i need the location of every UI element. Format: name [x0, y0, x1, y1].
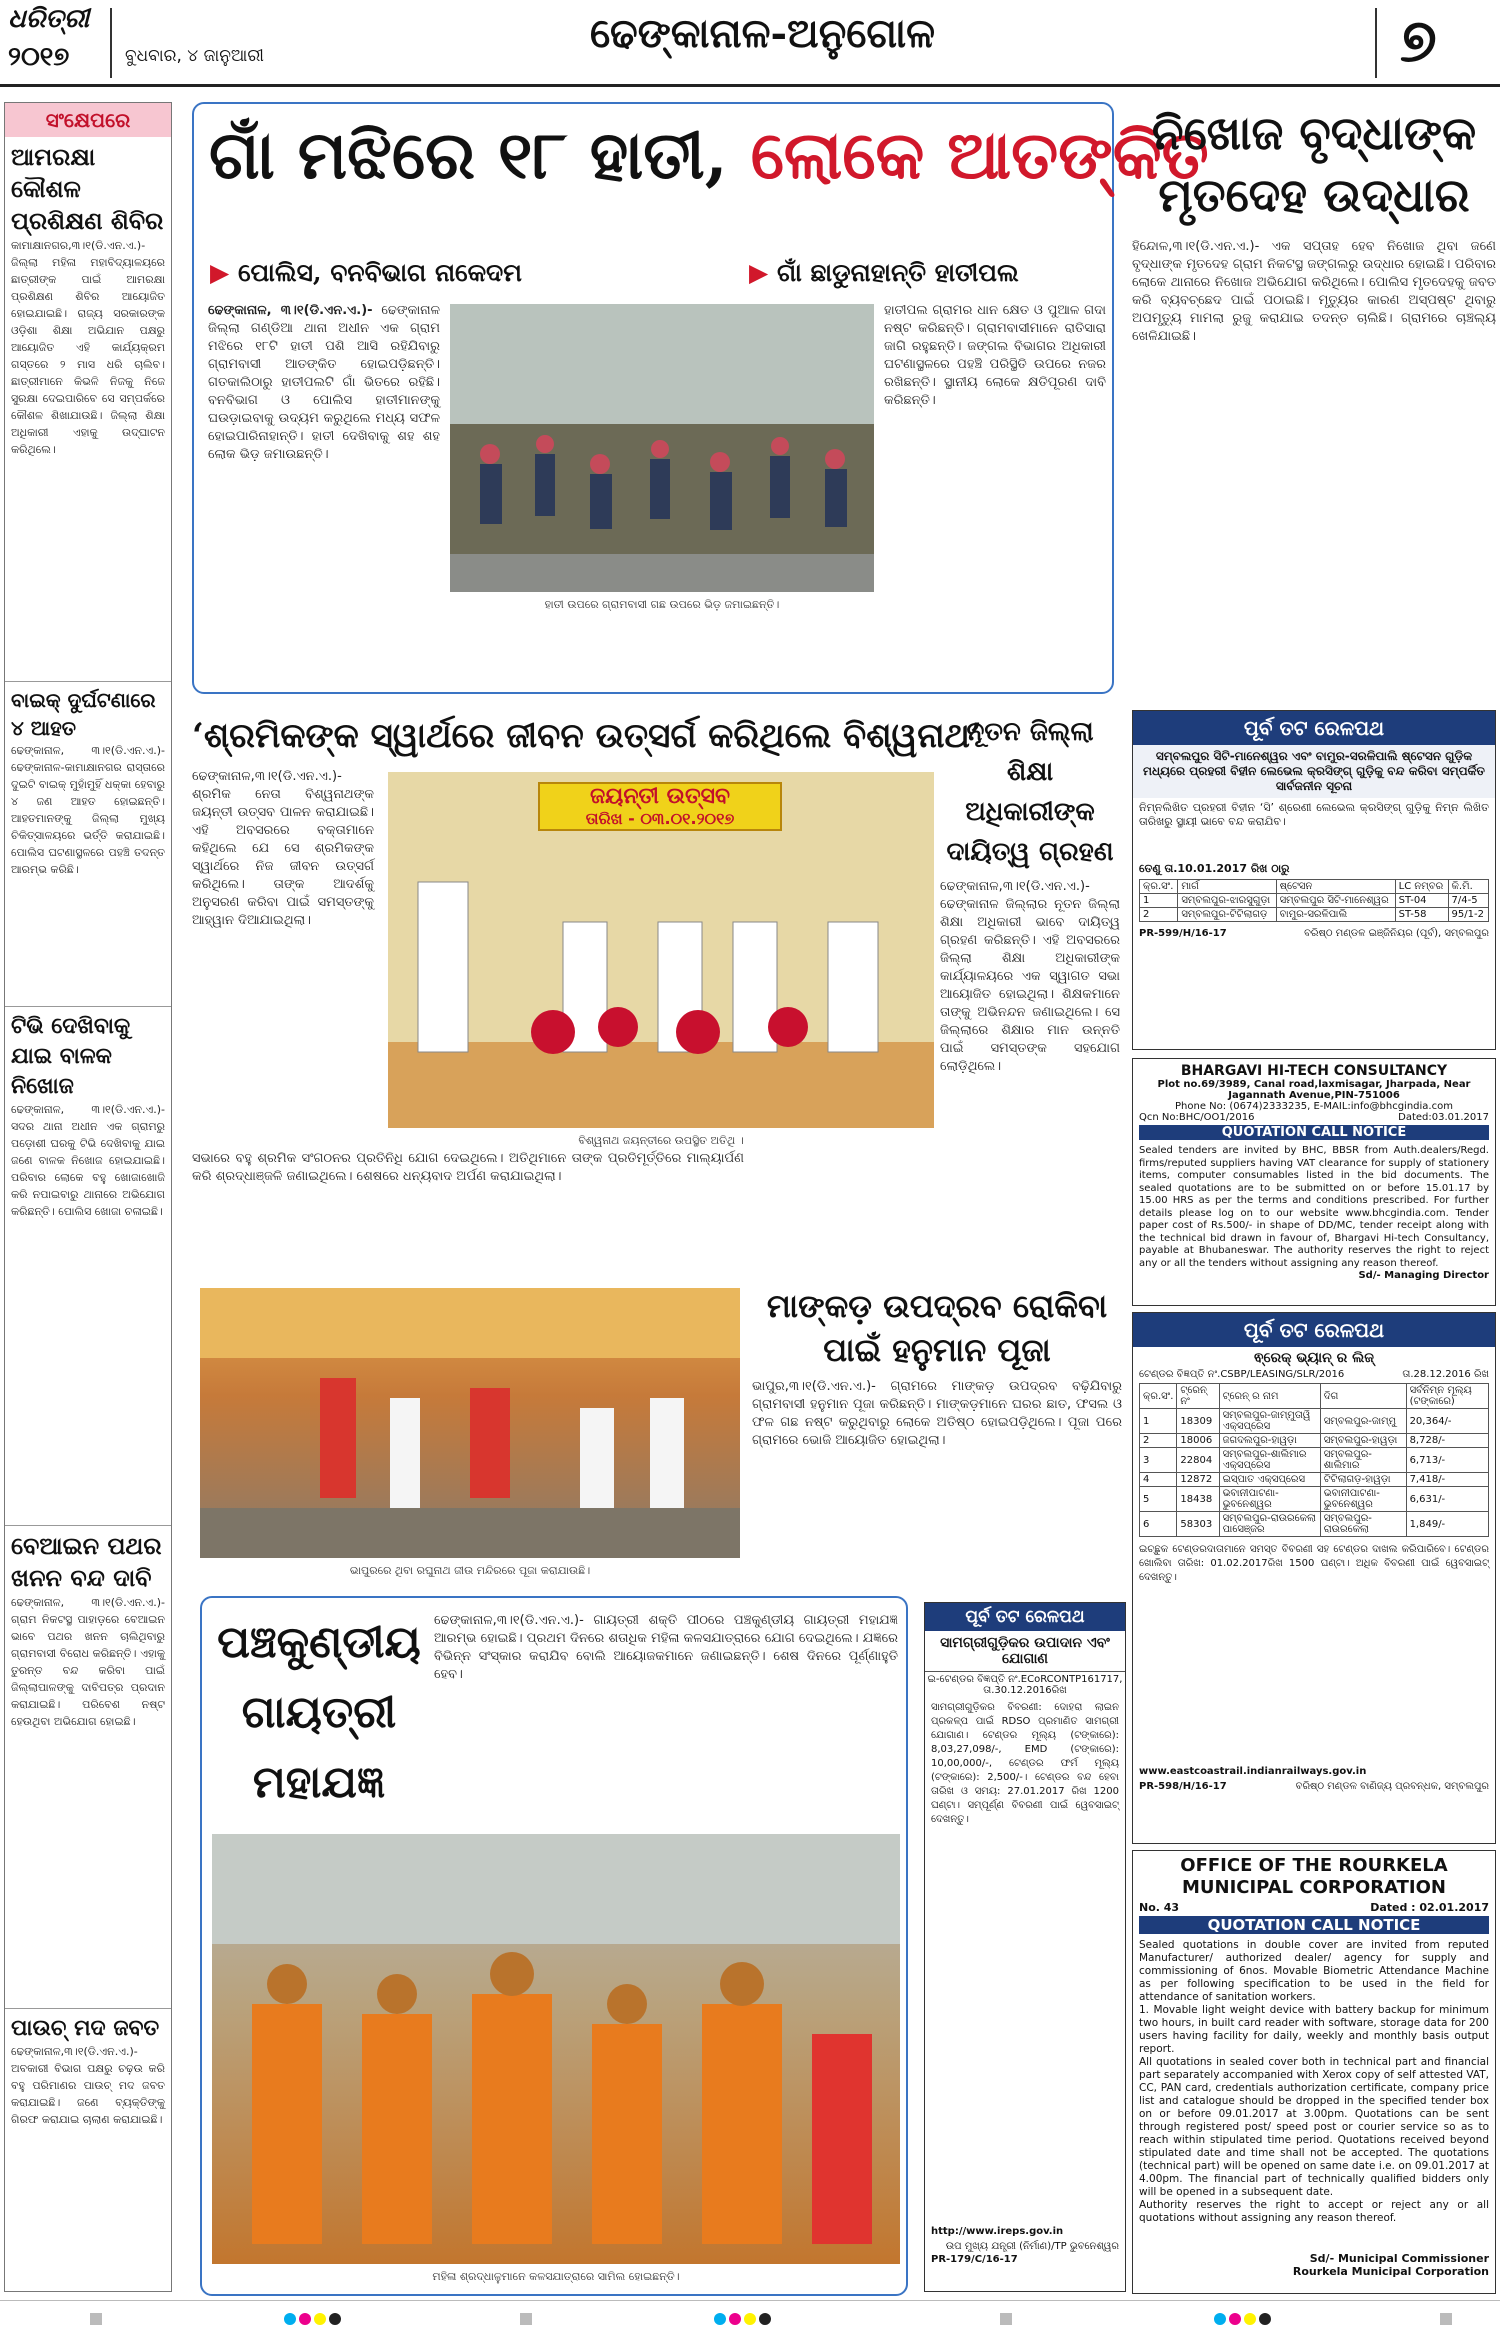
brief-3-body: ଢେଙ୍କାନାଳ, ୩।୧(ଡି.ଏନ.ଏ.)- ସଦର ଥାନା ଅଧୀନ ଏକ ଗ୍ରାମରୁ ପଡ଼ୋଶୀ ଘରକୁ ଟିଭି ଦେଖିବାକୁ ଯାଇ ଜଣେ ବାଳକ ନିଖୋଜ ହୋଇଯାଇଛି। ପରିବାର ଲୋକେ ବହୁ ଖୋଜାଖୋଜି କରି ନପାଇବାରୁ ଥାନାରେ ଅଭିଯୋଗ କରିଛନ୍ତି। ପୋଲିସ ଖୋଜା ଚଳାଇଛି।	[11, 1103, 165, 1218]
lead-story	[192, 102, 1209, 694]
table-row	[1140, 1434, 1489, 1448]
rmc-ref-row	[1133, 1901, 1495, 1914]
ad2-website[interactable]: www.eastcoastrail.indianrailways.gov.in	[1139, 1766, 1367, 1777]
ad1-body: ନିମ୍ନଲିଖିତ ପ୍ରହରୀ ବିହୀନ ‘ସି’ ଶ୍ରେଣୀ ଲେଭେଲ କ୍ରସିଙ୍ଗ୍ ଗୁଡ଼ିକୁ ନିମ୍ନ ଲିଖିତ ତାରିଖରୁ ସ୍ଥାୟୀ ଭାବେ ବନ୍ଦ କରାଯିବ।	[1139, 801, 1489, 828]
brief-5	[5, 2008, 171, 2347]
table-cell: 12872	[1177, 1473, 1219, 1487]
lead-headline-black: ଗାଁ ମଝିରେ ୧୮ ହାତୀ,	[209, 116, 728, 194]
right-top-story	[1132, 102, 1496, 702]
table-header: ଷ୍ଟେସନ	[1276, 880, 1395, 894]
table-cell: 1,849/-	[1406, 1512, 1488, 1537]
story2-body-bottom: ସଭାରେ ବହୁ ଶ୍ରମିକ ସଂଗଠନର ପ୍ରତିନିଧି ଯୋଗ ଦେଇଥିଲେ। ଅତିଥିମାନେ ତାଙ୍କ ପ୍ରତିମୂର୍ତ୍ତିରେ ମାଲ୍ୟାର୍ପଣ କରି ଶ୍ରଦ୍ଧାଞ୍ଜଳି ଜଣାଇଥିଲେ। ଶେଷରେ ଧନ୍ୟବାଦ ଅର୍ପଣ କରାଯାଇଥିଲା।	[192, 1151, 744, 1184]
table-cell: ସମ୍ବଲପୁର-ହାୱଡ଼ା	[1320, 1434, 1406, 1448]
table-cell: 18006	[1177, 1434, 1219, 1448]
ad2-tender-row	[1133, 1369, 1495, 1380]
bhargavi-body: Sealed tenders are invited by BHC, BBSR from Auth.dealers/Regd. firms/reputed suppliers having VAT clearance for supply of stationery items, computer consumables listed in the bid documents. The sealed quotations are to be submitted on or before 15.01.17 by 15.00 HRS as per the terms and conditions prescribed. For further details please log on to our website www.bhcgindia.com. Tender paper cost of Rs.500/- in shape of DD/MC, tender receipt along with the technical bid drawn in favour of, Bhargavi Hi-tech Consultancy, payable at Bhubaneswar. The authority reserves the right to reject any or all the tenders without assigning any reason thereof.	[1139, 1145, 1489, 1269]
table-cell: 6	[1140, 1512, 1177, 1537]
bhargavi-phone: Phone No: (0674)2333235, E-MAIL:info@bhcgindia.com	[1175, 1101, 1453, 1112]
story2-headline: ‘ଶ୍ରମିକଙ୍କ ସ୍ୱାର୍ଥରେ ଜୀବନ ଉତ୍ସର୍ଗ କରିଥିଲେ ବିଶ୍ୱନାଥ’	[192, 716, 982, 756]
lead-body-left-text: ଢେଙ୍କାନାଳ ଜିଲ୍ଲା ଗଣ୍ଡିଆ ଥାନା ଅଧୀନ ଏକ ଗ୍ରାମ ମଝିରେ ୧୮ଟି ହାତୀ ପଶି ଆସି ରହିଯିବାରୁ ଗ୍ରାମବାସୀ ଆତଙ୍କିତ ହୋଇପଡ଼ିଛନ୍ତି। ଗତକାଲିଠାରୁ ହାତୀପଲଟି ଗାଁ ଭିତରେ ରହିଛି। ବନବିଭାଗ ଓ ପୋଲିସ ହାତୀମାନଙ୍କୁ ଘଉଡ଼ାଇବାକୁ ଉଦ୍ୟମ କରୁଥିଲେ ମଧ୍ୟ ସଫଳ ହୋଇପାରିନାହାନ୍ତି। ହାତୀ ଦେଖିବାକୁ ଶହ ଶହ ଲୋକ ଭିଡ଼ ଜମାଉଛନ୍ତି।	[208, 303, 440, 462]
story4-photo	[200, 1288, 740, 1558]
ad3-tender-no: ଇ-ଟେଣ୍ଡର ବିଜ୍ଞପ୍ତି ନଂ.ECoRCONTP161717, ତା.30.12.2016ରିଖ	[927, 1674, 1123, 1696]
lead-body-left	[208, 302, 440, 680]
ad3-footer: PR-179/C/16-17	[931, 2254, 1018, 2265]
table-cell: ଇସ୍ପାତ ଏକ୍ସପ୍ରେସ	[1219, 1473, 1320, 1487]
table-header: ମାର୍ଗ	[1178, 880, 1276, 894]
masthead	[0, 0, 1500, 92]
table-cell: ସମ୍ବଲପୁର-ଜାମ୍ମୁତାୱି ଏକ୍ସପ୍ରେସ	[1219, 1409, 1320, 1434]
table-header: ଦିଗ	[1320, 1384, 1406, 1409]
brief-4-body: ଢେଙ୍କାନାଳ, ୩।୧(ଡି.ଏନ.ଏ.)- ଗ୍ରାମ ନିକଟସ୍ଥ ପାହାଡ଼ରେ ବେଆଇନ ଭାବେ ପଥର ଖନନ ଚାଲିଥିବାରୁ ଗ୍ରାମବାସୀ ବିରୋଧ କରିଛନ୍ତି। ଏହାକୁ ତୁରନ୍ତ ବନ୍ଦ କରିବା ପାଇଁ ଜିଲ୍ଲାପାଳଙ୍କୁ ଦାବିପତ୍ର ପ୍ରଦାନ କରାଯାଇଛି। ପରିବେଶ ନଷ୍ଟ ହେଉଥିବା ଅଭିଯୋଗ ହୋଇଛି।	[11, 1596, 165, 1728]
lead-headline-red: ଲୋକେ ଆତଙ୍କିତ	[750, 116, 1209, 194]
ad-rourkela	[1132, 1850, 1496, 2294]
table-cell: ସମ୍ବଲପୁର-ଟିଟିଲାଗଡ଼	[1178, 908, 1276, 922]
brief-1-body: କାମାକ୍ଷାନଗର,୩।୧(ଡି.ଏନ.ଏ.)- ଜିଲ୍ଲା ମହିଳା ମହାବିଦ୍ୟାଳୟରେ ଛାତ୍ରୀଙ୍କ ପାଇଁ ଆମରକ୍ଷା ପ୍ରଶିକ୍ଷଣ ଶିବିର ଆୟୋଜିତ ହୋଇଯାଇଛି। ରାଜ୍ୟ ସରକାରଙ୍କ ଓଡ଼ିଶା ଶିକ୍ଷା ଅଭିଯାନ ପକ୍ଷରୁ ଆୟୋଜିତ ଏହି କାର୍ଯ୍ୟକ୍ରମ ଗସ୍ତରେ ୨ ମାସ ଧରି ଚାଲିବ। ଛାତ୍ରୀମାନେ କିଭଳି ନିଜକୁ ନିଜେ ସୁରକ୍ଷା ଦେଇପାରିବେ ସେ ସମ୍ପର୍କରେ କୌଶଳ ଶିଖାଯାଉଛି। ଜିଲ୍ଲା ଶିକ୍ଷା ଅଧିକାରୀ ଏହାକୁ ଉଦ୍‌ଘାଟନ କରିଥିଲେ।	[11, 239, 165, 456]
story4-headline: ମାଙ୍କଡ଼ ଉପଦ୍ରବ ରୋକିବା ପାଇଁ ହନୁମାନ ପୂଜା	[766, 1287, 1108, 1369]
ad-ecor-material	[924, 1602, 1126, 2292]
bhargavi-dated: Dated:03.01.2017	[1398, 1112, 1489, 1123]
ad-ecor-lc-closure	[1132, 710, 1496, 1050]
masthead-date: ବୁଧବାର, ୪ ଜାନୁଆରୀ	[125, 46, 264, 66]
table-row	[1140, 1473, 1489, 1487]
sidebar-briefs	[4, 102, 172, 2292]
ad2-title: ପୂର୍ବ ତଟ ରେଳପଥ	[1133, 1313, 1495, 1347]
table-cell: ସମ୍ବଲପୁର-ଶାଲିମାର	[1320, 1448, 1406, 1473]
masthead-divider	[110, 8, 112, 78]
table-row	[1140, 1409, 1489, 1434]
table-cell: ST-04	[1395, 894, 1448, 908]
lead-body-right: ହାତୀପଲ ଗ୍ରାମର ଧାନ କ୍ଷେତ ଓ ପୁଆଳ ଗଦା ନଷ୍ଟ କରିଛନ୍ତି। ଗ୍ରାମବାସୀମାନେ ରାତିସାରା ଜାଗି ରହୁଛନ୍ତି। ଜଙ୍ଗଲ ବିଭାଗର ଅଧିକାରୀ ଘଟଣାସ୍ଥଳରେ ପହଞ୍ଚି ପରିସ୍ଥିତି ଉପରେ ନଜର ରଖିଛନ୍ତି। ସ୍ଥାନୀୟ ଲୋକେ କ୍ଷତିପୂରଣ ଦାବି କରିଛନ୍ତି।	[884, 303, 1106, 408]
table-cell: 2	[1140, 1434, 1177, 1448]
table-row	[1140, 1448, 1489, 1473]
ad3-website[interactable]: http://www.ireps.gov.in	[931, 2226, 1064, 2237]
bhargavi-signature: Sd/- Managing Director	[1358, 1270, 1489, 1281]
puja-photo-illustration	[200, 1288, 740, 1558]
table-cell: 58303	[1177, 1512, 1219, 1537]
table-cell: ଟିଟିଲାଗଡ଼-ହାୱଡ଼ା	[1320, 1473, 1406, 1487]
lead-kicker-1	[210, 258, 522, 288]
bhargavi-address: Plot no.69/3989, Canal road,laxmisagar, Jharpada, Near Jagannath Avenue,PIN-751006	[1157, 1079, 1471, 1101]
table-cell: ST-58	[1395, 908, 1448, 922]
table-cell: 2	[1140, 908, 1178, 922]
table-header: କ୍ର.ସଂ.	[1140, 880, 1178, 894]
table-cell: 7/4-5	[1448, 894, 1488, 908]
table-cell: 20,364/-	[1406, 1409, 1488, 1434]
table-row	[1140, 908, 1489, 922]
table-cell: ଭବାନୀପାଟଣା-ଭୁବନେଶ୍ୱର	[1320, 1487, 1406, 1512]
ad2-tender-date: ତା.28.12.2016 ରିଖ	[1402, 1369, 1489, 1380]
crowd-photo-illustration	[450, 304, 874, 592]
bhargavi-company: BHARGAVI HI-TECH CONSULTANCY	[1180, 1063, 1448, 1079]
brief-2-body: ଢେଙ୍କାନାଳ, ୩।୧(ଡି.ଏନ.ଏ.)- ଢେଙ୍କାନାଳ-କାମାକ୍ଷାନଗର ରାସ୍ତାରେ ଦୁଇଟି ବାଇକ୍ ମୁହାଁମୁହିଁ ଧକ୍କା ହେବାରୁ ୪ ଜଣ ଆହତ ହୋଇଛନ୍ତି। ଆହତମାନଙ୍କୁ ଜିଲ୍ଲା ମୁଖ୍ୟ ଚିକିତ୍ସାଳୟରେ ଭର୍ତ୍ତି କରାଯାଇଛି। ପୋଲିସ ଘଟଣାସ୍ଥଳରେ ପହଞ୍ଚି ତଦନ୍ତ ଆରମ୍ଭ କରିଛି।	[11, 744, 165, 876]
story2-banner-title: ଜୟନ୍ତୀ ଉତ୍ସବ	[589, 784, 730, 809]
print-marks	[0, 2300, 1500, 2335]
table-header: ଟ୍ରେନ୍ ର ନାମ	[1219, 1384, 1320, 1409]
table-cell: ବାମୁର-ସରଳିପାଲି	[1276, 908, 1395, 922]
ad3-subtitle: ସାମଗ୍ରୀଗୁଡ଼ିକର ଉପାଦାନ ଏବଂ ଯୋଗାଣ	[925, 1631, 1125, 1672]
story5-headline: ପଞ୍ଚକୁଣ୍ଡୀୟ ଗାୟତ୍ରୀ ମହାଯଜ୍ଞ	[217, 1617, 421, 1808]
table-header-row	[1140, 880, 1489, 894]
ad2-table-wrap	[1133, 1380, 1495, 1540]
bhargavi-ref-row	[1133, 1112, 1495, 1123]
registration-marks-icon	[0, 2301, 1500, 2336]
ad1-footer: PR-599/H/16-17	[1139, 928, 1227, 939]
ad1-date-line: ତେଣୁ ତା.10.01.2017 ରିଖ ଠାରୁ	[1139, 862, 1290, 875]
story-monkey	[752, 1284, 1122, 1584]
brief-5-headline: ପାଉଚ୍ ମଦ ଜବତ	[11, 2015, 160, 2041]
ad1-table-wrap	[1133, 879, 1495, 922]
brief-1	[5, 137, 171, 681]
lead-kicker-2-text: ଗାଁ ଛାଡୁନାହାନ୍ତି ହାତୀପଲ	[776, 258, 1019, 287]
ad3-signature: ଉପ ମୁଖ୍ୟ ଯନ୍ତ୍ରୀ (ନିର୍ମାଣ)/TP ଭୁବନେଶ୍ୱର	[945, 2241, 1119, 2252]
rmc-body: Sealed quotations in double cover are invited from reputed Manufacturer/ authorized dealer/ agency for supply and commissioning of 6nos. Movable Biometric Attendance Machine as per following specification to be used in the field for attendance of sanitation workers. 1. Movable light weight device with battery backup for minimum two hours, in built card reader with software, storage data for 200 users having facility for daily, weekly and monthly basis output report. All quotations in sealed cover both in technical part and financial part separately accompanied with Xerox copy of self attested VAT, CC, PAN card, credentials authorization certificate, company price list and catalogue should be dropped in the specified tender box on or before 09.01.2017 at 3.00pm. Quotations can be sent through registered post/ speed post or courier service so as to reach within stipulated time period. Quotations received beyond stipulated date and time shall not be accepted. The quotations (technical part) will be opened on same date i.e. on 09.01.2017 at 4.00pm. The financial part of technically qualified bidders only will be opened in a subsequent date. Authority reserves the right to accept or reject any or all quotations without assigning any reason thereof.	[1139, 1939, 1489, 2224]
lead-kicker-1-text: ପୋଲିସ, ବନବିଭାଗ ନାକେଦମ	[237, 258, 522, 287]
lead-caption: ହାତୀ ଉପରେ ଗ୍ରାମବାସୀ ଗଛ ଉପରେ ଭିଡ଼ ଜମାଇଛନ୍ତି।	[544, 598, 780, 611]
masthead-divider-right	[1375, 8, 1377, 78]
ad-ecor-brake-van	[1132, 1312, 1496, 1844]
table-cell: 1	[1140, 1409, 1177, 1434]
brief-5-body: ଢେଙ୍କାନାଳ,୩।୧(ଡି.ଏନ.ଏ.)- ଅବକାରୀ ବିଭାଗ ପକ୍ଷରୁ ଚଢ଼ଉ କରି ବହୁ ପରିମାଣର ପାଉଚ୍ ମଦ ଜବତ କରାଯାଇଛି। ଜଣେ ବ୍ୟକ୍ତିଙ୍କୁ ଗିରଫ କରାଯାଇ ଚାଲାଣ କରାଯାଇଛି।	[11, 2045, 165, 2126]
masthead-section: ଢେଙ୍କାନାଳ-ଅନୁଗୋଳ	[590, 10, 936, 57]
table-cell: 3	[1140, 1448, 1177, 1473]
rmc-notice: QUOTATION CALL NOTICE	[1139, 1916, 1489, 1934]
page-number: ୭	[1400, 6, 1437, 76]
table-cell: ସମ୍ବଲପୁର-ଶାଲିମାର ଏକ୍ସପ୍ରେସ	[1219, 1448, 1320, 1473]
rmc-signature-1: Sd/- Municipal Commissioner	[1309, 2252, 1489, 2265]
ad1-subtitle: ସମ୍ବଲପୁର ସିଟି-ମାନେଶ୍ୱର ଏବଂ ବାମୁର-ସରଳିପାଲି ଷ୍ଟେସନ ଗୁଡ଼ିକ ମଧ୍ୟରେ ପ୍ରହରୀ ବିହୀନ ଲେଭେଲ କ୍ରସିଙ୍ଗ୍ ଗୁଡ଼ିକୁ ବନ୍ଦ କରିବା ସମ୍ପର୍କିତ ସାର୍ବଜନୀନ ସୂଚନା	[1133, 745, 1495, 798]
ad2-body: ଇଚ୍ଛୁକ ଟେଣ୍ଡରଦାତାମାନେ ସମସ୍ତ ବିବରଣୀ ସହ ଟେଣ୍ଡର ଦାଖଲ କରିପାରିବେ। ଟେଣ୍ଡର ଖୋଲିବା ତାରିଖ: 01.02.2017ରିଖ 1500 ଘଣ୍ଟା। ଅଧିକ ବିବରଣୀ ପାଇଁ ୱେବସାଇଟ୍ ଦେଖନ୍ତୁ।	[1139, 1544, 1489, 1583]
table-cell: ସମ୍ବଲପୁର ସିଟି-ମାନେଶ୍ୱର	[1276, 894, 1395, 908]
table-cell: 4	[1140, 1473, 1177, 1487]
table-cell: ଭବାନୀପାଟଣା-ଭୁବନେଶ୍ୱର	[1219, 1487, 1320, 1512]
table-header-row	[1140, 1384, 1489, 1409]
right-top-headline: ନିଖୋଜ ବୃଦ୍ଧାଙ୍କ ମୃତଦେହ ଉଦ୍ଧାର	[1151, 106, 1477, 222]
kicker-arrow-icon: ▶	[749, 258, 769, 287]
story5-body: ଢେଙ୍କାନାଳ,୩।୧(ଡି.ଏନ.ଏ.)- ଗାୟତ୍ରୀ ଶକ୍ତି ପୀଠରେ ପଞ୍ଚକୁଣ୍ଡୀୟ ଗାୟତ୍ରୀ ମହାଯଜ୍ଞ ଆରମ୍ଭ ହୋଇଛି। ପ୍ରଥମ ଦିନରେ ଶତାଧିକ ମହିଳା କଳସଯାତ୍ରାରେ ଯୋଗ ଦେଇଥିଲେ। ଯଜ୍ଞରେ ବିଭିନ୍ନ ସଂସ୍କାର କରାଯିବ ବୋଲି ଆୟୋଜକମାନେ ଜଣାଇଛନ୍ତି। ଶେଷ ଦିନରେ ପୂର୍ଣ୍ଣାହୁତି ହେବ।	[434, 1613, 898, 1682]
bhargavi-title: QUOTATION CALL NOTICE	[1139, 1125, 1489, 1140]
brief-3-headline: ଟିଭି ଦେଖିବାକୁ ଯାଇ ବାଳକ ନିଖୋଜ	[11, 1013, 131, 1099]
story3-body: ଢେଙ୍କାନାଳ,୩।୧(ଡି.ଏନ.ଏ.)- ଢେଙ୍କାନାଳ ଜିଲ୍ଲାର ନୂତନ ଜିଲ୍ଲା ଶିକ୍ଷା ଅଧିକାରୀ ଭାବେ ଦାୟିତ୍ୱ ଗ୍ରହଣ କରିଛନ୍ତି। ଏହି ଅବସରରେ ଜିଲ୍ଲା ଶିକ୍ଷା ଅଧିକାରୀଙ୍କ କାର୍ଯ୍ୟାଳୟରେ ଏକ ସ୍ୱାଗତ ସଭା ଆୟୋଜିତ ହୋଇଥିଲା। ଶିକ୍ଷକମାନେ ତାଙ୍କୁ ଅଭିନନ୍ଦନ ଜଣାଇଥିଲେ। ସେ ଜିଲ୍ଲାରେ ଶିକ୍ଷାର ମାନ ଉନ୍ନତି ପାଇଁ ସମସ୍ତଙ୍କ ସହଯୋଗ ଲୋଡ଼ିଥିଲେ।	[940, 879, 1120, 1074]
ad2-footer: PR-598/H/16-17	[1139, 1781, 1227, 1792]
table-header: କ୍ର.ସଂ.	[1140, 1384, 1177, 1409]
story2-photo	[388, 772, 934, 1128]
table-cell: 22804	[1177, 1448, 1219, 1473]
procession-photo-illustration	[212, 1834, 900, 2264]
table-header: LC ନମ୍ବର	[1395, 880, 1448, 894]
ad1-footer-row	[1133, 922, 1495, 945]
table-cell: ଜଗଦଲପୁର-ହାୱଡ଼ା	[1219, 1434, 1320, 1448]
bhargavi-qcn: Qcn No:BHC/OO1/2016	[1139, 1112, 1255, 1123]
ad2-table	[1139, 1383, 1489, 1537]
brief-1-headline: ଆମରକ୍ଷା କୌଶଳ ପ୍ରଶିକ୍ଷଣ ଶିବିର	[11, 142, 164, 235]
story-vishwanath	[192, 712, 982, 1212]
ad3-title: ପୂର୍ବ ତଟ ରେଳପଥ	[925, 1603, 1125, 1631]
right-top-body: ହିନ୍ଦୋଳ,୩।୧(ଡି.ଏନ.ଏ.)- ଏକ ସପ୍ତାହ ହେବ ନିଖୋଜ ଥିବା ଜଣେ ବୃଦ୍ଧାଙ୍କ ମୃତଦେହ ଗ୍ରାମ ନିକଟସ୍ଥ ଜଙ୍ଗଲରୁ ଉଦ୍ଧାର ହୋଇଛି। ପରିବାର ଲୋକେ ଥାନାରେ ନିଖୋଜ ଅଭିଯୋଗ କରିଥିଲେ। ପୋଲିସ ମୃତଦେହକୁ ଜବତ କରି ବ୍ୟବଚ୍ଛେଦ ପାଇଁ ପଠାଇଛି। ମୃତ୍ୟୁର କାରଣ ଅସ୍ପଷ୍ଟ ଥିବାରୁ ଅପମୃତ୍ୟୁ ମାମଲା ରୁଜୁ କରାଯାଇ ତଦନ୍ତ ଚାଲିଛି। ଗ୍ରାମରେ ଚାଞ୍ଚଲ୍ୟ ଖେଳିଯାଇଛି।	[1132, 239, 1496, 344]
story3-headline: ନୂତନ ଜିଲ୍ଲା ଶିକ୍ଷା ଅଧିକାରୀଙ୍କ ଦାୟିତ୍ୱ ଗ୍ରହଣ	[946, 717, 1114, 867]
table-cell: ସମ୍ବଲପୁର-ରାଉରକେଲା ପାସେଞ୍ଜର	[1219, 1512, 1320, 1537]
story5-caption: ମହିଳା ଶ୍ରଦ୍ଧାଳୁମାନେ କଳସଯାତ୍ରାରେ ସାମିଲ ହୋଇଛନ୍ତି।	[432, 2270, 680, 2283]
rmc-title: OFFICE OF THE ROURKELA MUNICIPAL CORPORATION	[1180, 1855, 1448, 1898]
rmc-signature-2: Rourkela Municipal Corporation	[1292, 2265, 1489, 2278]
ad2-tender-no: ଟେଣ୍ଡର ବିଜ୍ଞପ୍ତି ନଂ.CSBP/LEASING/SLR/2016	[1139, 1369, 1345, 1380]
lead-kicker-2	[749, 258, 1019, 288]
table-cell: 18309	[1177, 1409, 1219, 1434]
rmc-dated: Dated : 02.01.2017	[1370, 1901, 1489, 1914]
table-cell: 95/1-2	[1448, 908, 1488, 922]
masthead-logo: ଧରିତ୍ରୀ	[8, 4, 90, 34]
ad1-title: ପୂର୍ବ ତଟ ରେଳପଥ	[1133, 711, 1495, 745]
table-cell: ସମ୍ବଲପୁର-ଝାରସୁଗୁଡ଼ା	[1178, 894, 1276, 908]
stage-photo-illustration	[388, 772, 934, 1128]
table-cell: 18438	[1177, 1487, 1219, 1512]
table-cell: 1	[1140, 894, 1178, 908]
story2-body: ଢେଙ୍କାନାଳ,୩।୧(ଡି.ଏନ.ଏ.)- ଶ୍ରମିକ ନେତା ବିଶ୍ୱନାଥଙ୍କ ଜୟନ୍ତୀ ଉତ୍ସବ ପାଳନ କରାଯାଇଛି। ଏହି ଅବସରରେ ବକ୍ତାମାନେ କହିଥିଲେ ଯେ ସେ ଶ୍ରମିକଙ୍କ ସ୍ୱାର୍ଥରେ ନିଜ ଜୀବନ ଉତ୍ସର୍ଗ କରିଥିଲେ। ତାଙ୍କ ଆଦର୍ଶକୁ ଅନୁସରଣ କରିବା ପାଇଁ ସମସ୍ତଙ୍କୁ ଆହ୍ୱାନ ଦିଆଯାଇଥିଲା।	[192, 769, 374, 928]
table-row	[1140, 1512, 1489, 1537]
table-row	[1140, 1487, 1489, 1512]
story-gayatri	[200, 1596, 908, 2296]
story4-body: ଭାପୁର,୩।୧(ଡି.ଏନ.ଏ.)- ଗ୍ରାମରେ ମାଙ୍କଡ଼ ଉପଦ୍ରବ ବଢ଼ିଯିବାରୁ ଗ୍ରାମବାସୀ ହନୁମାନ ପୂଜା କରିଛନ୍ତି। ମାଙ୍କଡ଼ମାନେ ଘରର ଛାତ, ଫସଲ ଓ ଫଳ ଗଛ ନଷ୍ଟ କରୁଥିବାରୁ ଲୋକେ ଅତିଷ୍ଠ ହୋଇପଡ଼ିଥିଲେ। ପୂଜା ପରେ ଗ୍ରାମରେ ଭୋଜି ଆୟୋଜିତ ହୋଇଥିଲା।	[752, 1379, 1122, 1448]
story-new-deo	[940, 712, 1120, 1272]
table-cell: 8,728/-	[1406, 1434, 1488, 1448]
rmc-no: No. 43	[1139, 1901, 1180, 1914]
story2-banner-date: ତାରିଖ - ୦୩.୦୧.୨୦୧୭	[585, 809, 735, 828]
ad2-footer-row	[1133, 1777, 1495, 1796]
brief-2	[5, 681, 171, 1006]
table-cell: 7,418/-	[1406, 1473, 1488, 1487]
table-header: କି.ମି.	[1448, 880, 1488, 894]
kicker-arrow-icon: ▶	[210, 258, 230, 287]
lead-headline	[209, 112, 1209, 198]
masthead-year: ୨୦୧୭	[8, 42, 70, 72]
table-cell: 5	[1140, 1487, 1177, 1512]
ad3-body: ସାମଗ୍ରୀଗୁଡ଼ିକର ବିବରଣୀ: ଦୋହରା ଲାଇନ ପ୍ରକଳ୍ପ ପାଇଁ RDSO ପ୍ରମାଣିତ ସାମଗ୍ରୀ ଯୋଗାଣ। ଟେଣ୍ଡର ମୂଲ୍ୟ (ଟଙ୍କାରେ): 8,03,27,098/-, EMD (ଟଙ୍କାରେ): 10,00,000/-, ଟେଣ୍ଡର ଫର୍ମ ମୂଲ୍ୟ (ଟଙ୍କାରେ): 2,500/-। ଟେଣ୍ଡର ବନ୍ଦ ହେବା ତାରିଖ ଓ ସମୟ: 27.01.2017 ରିଖ 1200 ଘଣ୍ଟା। ସମ୍ପୂର୍ଣ୍ଣ ବିବରଣୀ ପାଇଁ ୱେବସାଇଟ୍ ଦେଖନ୍ତୁ।	[931, 1702, 1119, 1825]
story4-caption: ଭାପୁରରେ ଥିବା ରଘୁନାଥ ଜୀଉ ମନ୍ଦିରରେ ପୂଜା କରାଯାଉଛି।	[349, 1564, 591, 1577]
story5-photo	[212, 1834, 900, 2264]
table-cell: 6,713/-	[1406, 1448, 1488, 1473]
table-header: ସର୍ବନିମ୍ନ ମୂଲ୍ୟ (ଟଙ୍କାରେ)	[1406, 1384, 1488, 1409]
story2-caption: ବିଶ୍ୱନାଥ ଜୟନ୍ତୀରେ ଉପସ୍ଥିତ ଅତିଥି ।	[578, 1134, 744, 1147]
brief-2-headline: ବାଇକ୍ ଦୁର୍ଘଟଣାରେ ୪ ଆହତ	[11, 688, 156, 740]
lead-photo	[450, 304, 874, 592]
masthead-rule	[0, 84, 1500, 87]
ad2-signature: ବରିଷ୍ଠ ମଣ୍ଡଳ ବାଣିଜ୍ୟ ପ୍ରବନ୍ଧକ, ସମ୍ବଲପୁର	[1295, 1781, 1489, 1792]
brief-4-headline: ବେଆଇନ ପଥର ଖନନ ବନ୍ଦ ଦାବି	[11, 1531, 162, 1592]
table-header: ଟ୍ରେନ୍ ନଂ	[1177, 1384, 1219, 1409]
table-cell: ସମ୍ବଲପୁର-ରାଉରକେଲା	[1320, 1512, 1406, 1537]
ad1-signature: ବରିଷ୍ଠ ମଣ୍ଡଳ ଇଞ୍ଜିନିୟର (ପୂର୍ବ), ସମ୍ବଲପୁର	[1304, 928, 1489, 939]
brief-4	[5, 1525, 171, 2008]
brief-3	[5, 1006, 171, 1525]
table-row	[1140, 894, 1489, 908]
table-cell: ସମ୍ବଲପୁର-ଜାମ୍ମୁ	[1320, 1409, 1406, 1434]
ad1-table	[1139, 879, 1489, 922]
lead-dateline: ଢେଙ୍କାନାଳ, ୩।୧(ଡି.ଏନ.ଏ.)-	[208, 303, 373, 318]
ad2-subtitle: ଵ୍ରେକ୍ ଭ୍ୟାନ୍ ର ଲିଜ୍	[1254, 1350, 1374, 1366]
table-cell: 6,631/-	[1406, 1487, 1488, 1512]
ad-bhargavi	[1132, 1058, 1496, 1306]
sidebar-label: ସଂକ୍ଷେପରେ	[5, 103, 171, 137]
